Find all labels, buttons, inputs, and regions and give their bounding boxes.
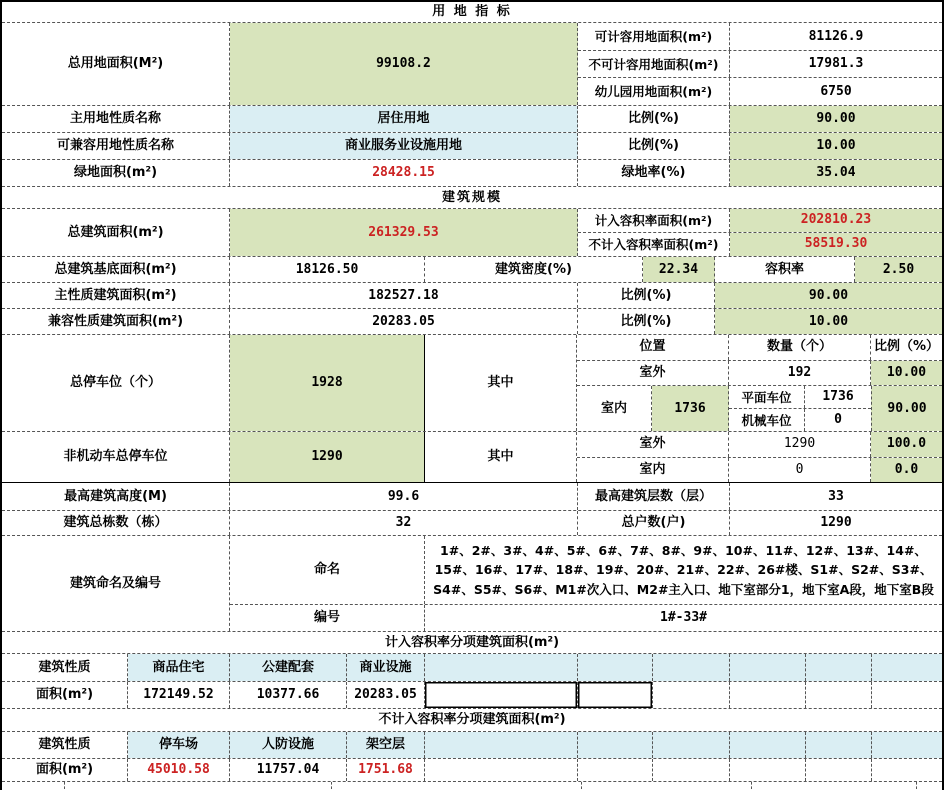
names-value: 1#、2#、3#、4#、5#、6#、7#、8#、9#、10#、11#、12#、13#、14#、15#、16#、17#、18#、19#、20#、21#、22#、26#楼、S1#、S2#、S3#、S4#、S5#、S6#、M1#次入口、M2#主入口、地下室部分1，地下室A段，地下室B段: [433, 543, 934, 597]
uncountable-land-row: [578, 51, 942, 78]
total-building-area-value: 261329.53: [230, 209, 578, 256]
building-names-row: [230, 536, 942, 605]
included-col-residential: 商品住宅: [128, 654, 230, 681]
parking-among-label: 其中: [424, 335, 577, 431]
parking-indoor-ratio: 90.00: [871, 386, 942, 431]
height-floors-row: [2, 483, 942, 511]
far-included-header-row: [2, 654, 942, 682]
far-included-value: 202810.23: [730, 209, 942, 232]
max-height-value: 99.6: [230, 483, 578, 510]
mech-parking-row: [729, 409, 871, 431]
bike-total-value: 1290: [230, 432, 425, 482]
compat-land-nature-label: 可兼容用地性质名称: [2, 133, 230, 159]
included-col-empty-4: [730, 654, 806, 681]
excluded-value-empty-2: [578, 759, 653, 781]
bike-indoor-row: [577, 458, 942, 483]
far-included-title-text: 计入容积率分项建筑面积(m²): [384, 634, 560, 650]
bike-outdoor-row: [577, 432, 942, 458]
total-land-area-row: [2, 23, 942, 106]
total-parking-value: 1928: [230, 335, 425, 431]
cropped-next-row: [2, 782, 942, 789]
parking-outdoor-ratio: 10.00: [871, 361, 942, 386]
included-value-public: 10377.66: [230, 682, 347, 708]
main-building-area-value: 182527.18: [230, 283, 578, 308]
main-nature-ratio-label: 比例(%): [578, 106, 730, 132]
flat-parking-count: 1736: [822, 389, 854, 405]
building-numbers-row: [230, 605, 942, 631]
compat-building-ratio-value: 10.00: [715, 309, 942, 334]
section-title-building-scale: [2, 187, 942, 209]
main-building-ratio-value: 90.00: [715, 283, 942, 308]
included-col-commercial: 商业设施: [347, 654, 425, 681]
far-excluded-value: 58519.30: [730, 233, 942, 256]
cropped-cell: [582, 782, 752, 789]
naming-block-label: 建筑命名及编号: [2, 536, 230, 631]
max-floors-label: 最高建筑层数（层）: [578, 483, 730, 510]
footprint-label: 总建筑基底面积(m²): [2, 257, 230, 282]
building-count-value: 32: [230, 511, 578, 535]
kindergarten-land-row: [578, 78, 942, 105]
bike-detail-column: [577, 432, 942, 482]
naming-column: [230, 536, 942, 631]
bike-outdoor-ratio: 100.0: [871, 432, 942, 457]
main-building-ratio-label: 比例(%): [578, 283, 715, 308]
uncountable-land-value: 17981.3: [808, 56, 864, 72]
parking-indoor-label: 室内: [577, 386, 652, 431]
included-value-empty-5: [806, 682, 872, 708]
included-value-commercial: 20283.05: [347, 682, 425, 708]
far-excluded-title-text: 不计入容积率分项建筑面积(m²): [378, 712, 566, 728]
main-land-nature-value: 居住用地: [230, 106, 578, 132]
countable-land-value: 81126.9: [808, 28, 864, 44]
kindergarten-land-value: 6750: [820, 83, 852, 99]
parking-position-header: 位置: [577, 335, 729, 360]
included-value-empty-selected-1: [425, 682, 578, 708]
main-land-nature-row: [2, 106, 942, 133]
households-label: 总户数(户): [578, 511, 730, 535]
parking-ratio-header: 比例（%）: [873, 339, 940, 355]
excluded-col-civil-defense: 人防设施: [230, 732, 347, 758]
excluded-col-stilt: 架空层: [347, 732, 425, 758]
total-land-area-value: 99108.2: [230, 23, 578, 105]
excluded-area-label: 面积(m²): [2, 759, 128, 781]
excluded-value-empty-1: [425, 759, 578, 781]
compat-building-area-label: 兼容性质建筑面积(m²): [2, 309, 230, 334]
far-excluded-header-row: [2, 732, 942, 759]
green-area-row: [2, 160, 942, 187]
included-value-empty-selected-2: [578, 682, 653, 708]
compat-nature-ratio-label: 比例(%): [578, 133, 730, 159]
included-col-empty-6: [872, 654, 942, 681]
excluded-col-empty-4: [730, 732, 806, 758]
bike-indoor-count: 0: [729, 458, 871, 483]
excluded-col-empty-6: [872, 732, 942, 758]
excluded-value-empty-3: [653, 759, 730, 781]
excluded-col-empty-5: [806, 732, 872, 758]
main-land-nature-label: 主用地性质名称: [2, 106, 230, 132]
bike-outdoor-count: 1290: [729, 432, 871, 457]
land-use-title-text: 用 地 指 标: [432, 4, 512, 20]
flat-parking-row: [729, 386, 871, 409]
mech-parking-label: 机械车位: [729, 409, 805, 431]
compat-building-area-row: [2, 309, 942, 335]
parking-detail-column: [577, 335, 942, 431]
excluded-col-empty-3: [653, 732, 730, 758]
numbers-value: 1#-33#: [660, 610, 707, 626]
far-areas-column: [578, 209, 942, 256]
compat-land-nature-row: [2, 133, 942, 160]
parking-count-header: 数量（个）: [729, 335, 871, 360]
cropped-cell: [332, 782, 582, 789]
cropped-cell: [65, 782, 332, 789]
far-included-row: [578, 209, 942, 233]
far-excluded-values-row: [2, 759, 942, 782]
cropped-cell: [917, 782, 942, 789]
households-value: 1290: [820, 515, 852, 531]
included-col-empty-1: [425, 654, 578, 681]
land-subareas-column: [578, 23, 942, 105]
mech-parking-count: 0: [834, 412, 842, 428]
parking-indoor-row: [577, 386, 942, 431]
count-households-row: [2, 511, 942, 536]
countable-land-label: 可计容用地面积(m²): [578, 23, 730, 50]
building-scale-title-text: 建筑规模: [441, 189, 502, 205]
kindergarten-land-label: 幼儿园用地面积(m²): [578, 78, 730, 105]
uncountable-land-label: 不可计容用地面积(m²): [578, 51, 730, 77]
total-land-area-label: 总用地面积(M²): [2, 23, 230, 105]
excluded-nature-label: 建筑性质: [2, 732, 128, 758]
max-floors-value: 33: [828, 488, 844, 504]
bike-indoor-label: 室内: [577, 458, 729, 483]
excluded-value-civil-defense: 11757.04: [230, 759, 347, 781]
green-rate-label: 绿地率(%): [578, 160, 730, 186]
parking-indoor-count: 1736: [652, 386, 729, 431]
far-value: 2.50: [855, 257, 942, 282]
green-rate-value: 35.04: [730, 160, 942, 186]
far-included-label: 计入容积率面积(m²): [578, 209, 730, 232]
building-count-label: 建筑总栋数（栋）: [2, 511, 230, 535]
excluded-col-parking: 停车场: [128, 732, 230, 758]
total-building-area-row: [2, 209, 942, 257]
excluded-value-empty-5: [806, 759, 872, 781]
green-area-value: 28428.15: [230, 160, 578, 186]
included-value-empty-4: [730, 682, 806, 708]
green-area-label: 绿地面积(m²): [2, 160, 230, 186]
excluded-col-empty-2: [578, 732, 653, 758]
countable-land-row: [578, 23, 942, 51]
cropped-cell: [752, 782, 917, 789]
flat-parking-label: 平面车位: [729, 386, 805, 408]
compat-nature-ratio-value: 10.00: [730, 133, 942, 159]
compat-building-ratio-label: 比例(%): [578, 309, 715, 334]
excluded-col-empty-1: [425, 732, 578, 758]
footprint-density-row: [2, 257, 942, 283]
total-parking-label: 总停车位（个）: [2, 335, 230, 431]
section-title-far-excluded: [2, 709, 942, 732]
included-value-residential: 172149.52: [128, 682, 230, 708]
max-height-label: 最高建筑高度(M): [2, 483, 230, 510]
included-col-empty-2: [578, 654, 653, 681]
density-label: 建筑密度(%): [425, 257, 643, 282]
compat-land-nature-value: 商业服务业设施用地: [230, 133, 578, 159]
excluded-value-parking: 45010.58: [128, 759, 230, 781]
parking-outdoor-count: 192: [729, 361, 871, 386]
parking-indoor-types-column: [729, 386, 871, 431]
main-building-area-label: 主性质建筑面积(m²): [2, 283, 230, 308]
included-value-empty-6: [872, 682, 942, 708]
parking-outdoor-label: 室外: [577, 361, 729, 386]
bike-parking-block: [2, 432, 942, 483]
cropped-cell: [2, 782, 65, 789]
bike-total-label: 非机动车总停车位: [2, 432, 230, 482]
excluded-value-empty-4: [730, 759, 806, 781]
included-col-empty-3: [653, 654, 730, 681]
footprint-value: 18126.50: [230, 257, 425, 282]
section-title-far-included: [2, 632, 942, 654]
excluded-value-stilt: 1751.68: [347, 759, 425, 781]
excluded-value-empty-6: [872, 759, 942, 781]
main-building-area-row: [2, 283, 942, 309]
far-excluded-label: 不计入容积率面积(m²): [578, 233, 730, 256]
bike-indoor-ratio: 0.0: [871, 458, 942, 483]
parking-outdoor-row: [577, 361, 942, 387]
names-label: 命名: [230, 536, 425, 604]
included-area-label: 面积(m²): [2, 682, 128, 708]
far-included-values-row: [2, 682, 942, 709]
included-col-public: 公建配套: [230, 654, 347, 681]
included-nature-label: 建筑性质: [2, 654, 128, 681]
bike-among-label: 其中: [424, 432, 577, 482]
bike-outdoor-label: 室外: [577, 432, 729, 457]
density-value: 22.34: [643, 257, 715, 282]
total-building-area-label: 总建筑面积(m²): [2, 209, 230, 256]
section-title-land-use: [2, 2, 942, 23]
parking-block: [2, 335, 942, 432]
numbers-label: 编号: [230, 605, 425, 631]
included-col-empty-5: [806, 654, 872, 681]
far-label: 容积率: [715, 257, 855, 282]
included-value-empty-3: [653, 682, 730, 708]
far-excluded-row: [578, 233, 942, 256]
compat-building-area-value: 20283.05: [230, 309, 578, 334]
naming-block: [2, 536, 942, 632]
parking-header-row: [577, 335, 942, 361]
main-nature-ratio-value: 90.00: [730, 106, 942, 132]
